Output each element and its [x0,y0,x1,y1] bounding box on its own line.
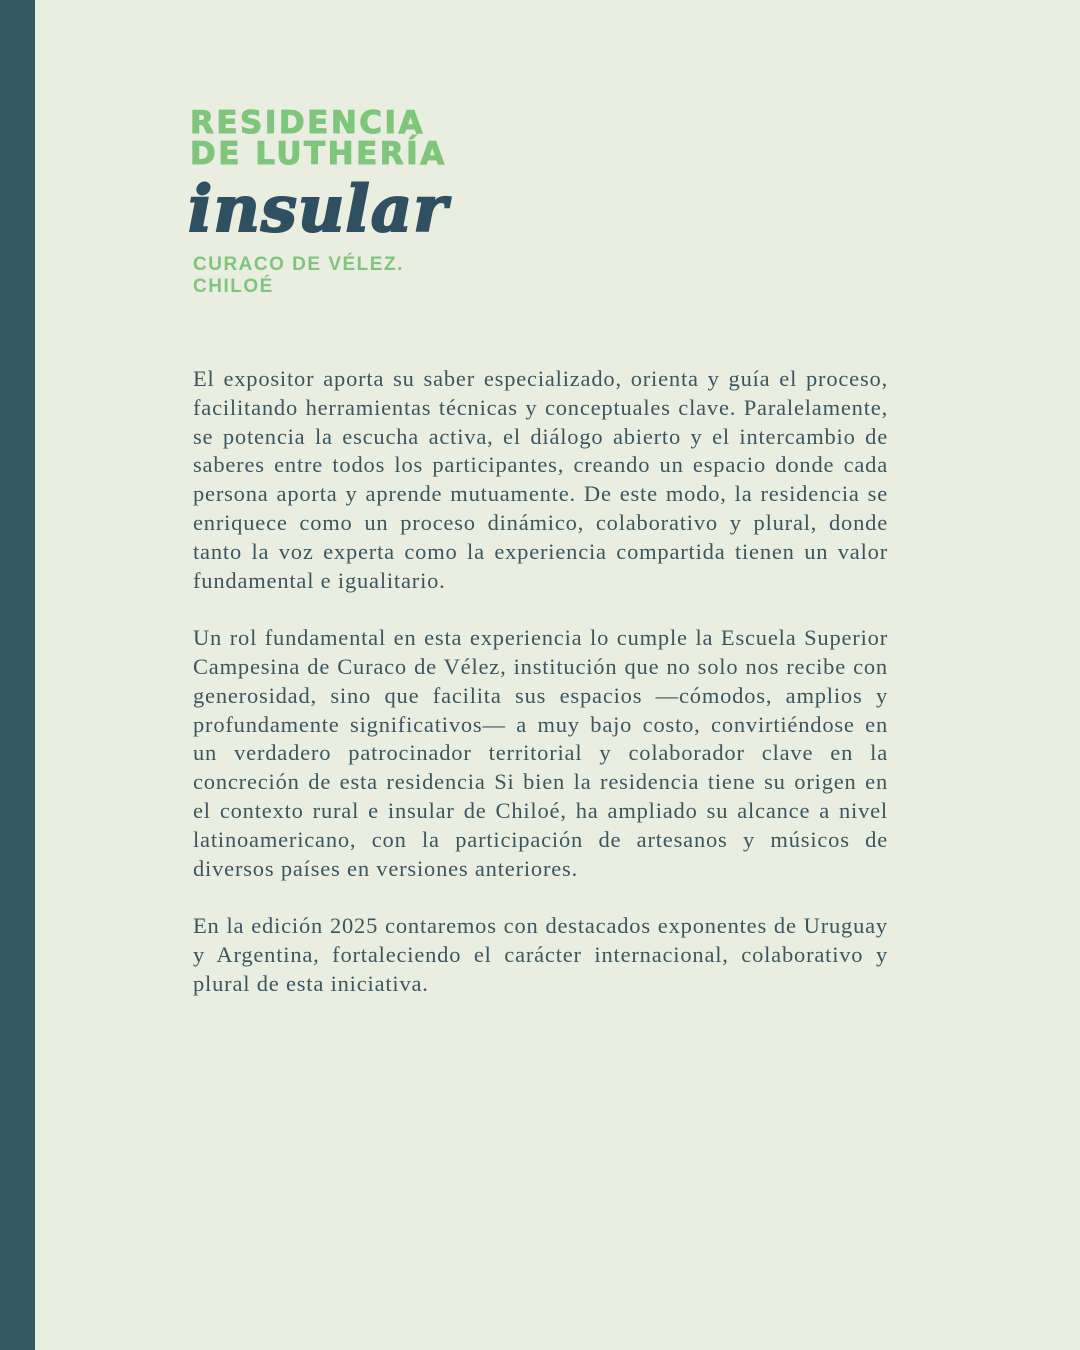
location-island: CHILOÉ [193,276,274,297]
paragraph-3: En la edición 2025 contaremos con destacados exponentes de Uruguay y Argentina, fortaleciendo el carácter internacional, colaborativo y plural de esta iniciativa. [193,913,888,996]
title-script-insular: insular [188,172,448,247]
paragraph-1: El expositor aporta su saber especializado, orienta y guía el proceso, facilitando herramientas técnicas y conceptuales clave. Paralelamente, se potencia la escucha activa, el diálogo abierto y el intercambio de saberes entre todos los participantes, creando un espacio donde cada persona aporta y aprende mutuamente. De este modo, la residencia se enriquece como un proceso dinámico, colaborativo y plural, donde tanto la voz experta como la experiencia compartida tienen un valor fundamental e igualitario. [193,366,888,593]
body-text [193,365,888,1027]
side-accent-bar [0,0,35,1350]
paragraph-2: Un rol fundamental en esta experiencia lo cumple la Escuela Superior Campesina de Curaco de Vélez, institución que no solo nos recibe con generosidad, sino que facilita sus espacios —cómodos, amplios y profundamente significativos— a muy bajo costo, convirtiéndose en un verdadero patrocinador territorial y colaborador clave en la concreción de esta residencia Si bien la residencia tiene su origen en el contexto rural e insular de Chiloé, ha ampliado su alcance a nivel latinoamericano, con la participación de artesanos y músicos de diversos países en versiones anteriores. [193,625,888,881]
title-line-residencia: RESIDENCIA [190,105,426,141]
title-block [188,105,448,247]
title-line-lutheria: DE LUTHERÍA [190,136,447,172]
location-block [193,254,404,298]
location-town: CURACO DE VÉLEZ. [193,254,404,275]
